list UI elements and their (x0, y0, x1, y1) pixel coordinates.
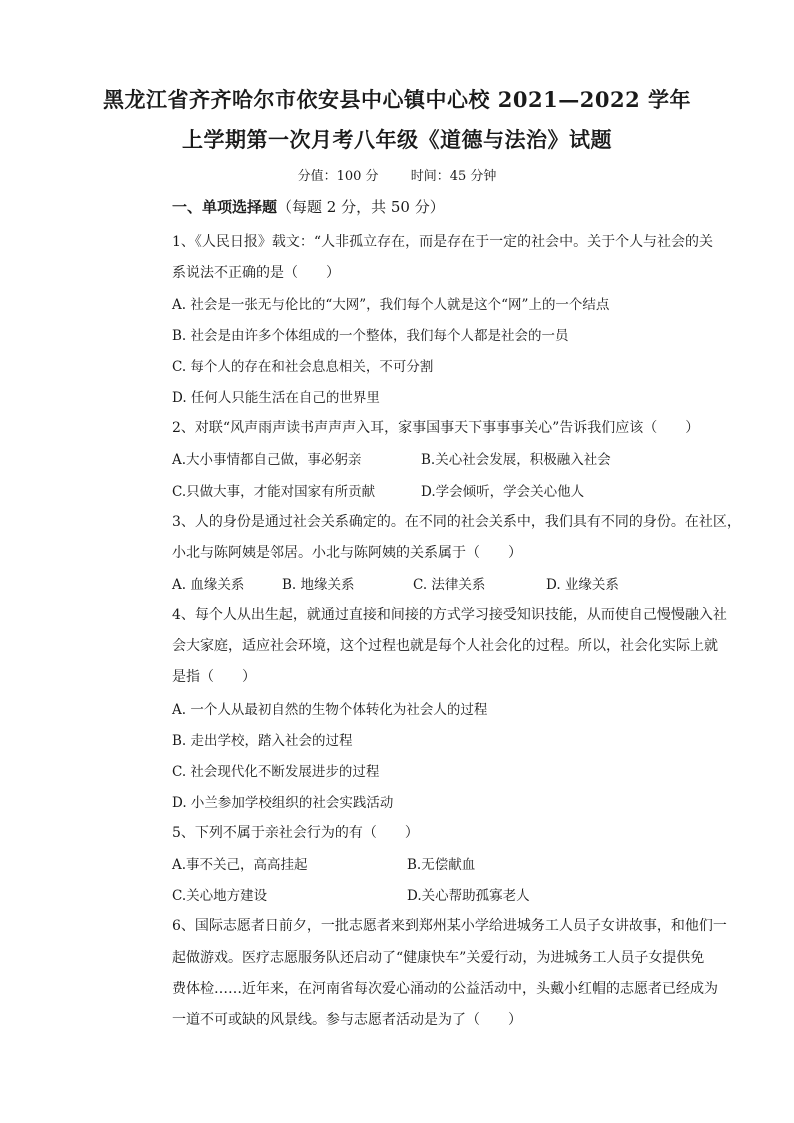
exam-title-line2: 上学期第一次月考八年级《道德与法治》试题 (182, 127, 612, 152)
section-note: （每题 2 分，共 50 分） (277, 198, 445, 216)
question-4-line2: 会大家庭，适应社会环境，这个过程也就是每个人社会化的过程。所以，社会化实际上就 (172, 638, 718, 654)
question-6-line4: 一道不可或缺的风景线。参与志愿者活动是为了（ ） (172, 1012, 522, 1028)
question-5-option-a: A.事不关己，高高挂起 (172, 857, 308, 873)
question-6-line1: 6、国际志愿者日前夕，一批志愿者来到郑州某小学给进城务工人员子女讲故事，和他们一 (172, 918, 727, 934)
question-2-option-a: A.大小事情都自己做，事必躬亲 (172, 452, 362, 468)
score-info: 分值：100 分 (297, 169, 379, 184)
question-1-option-c: C. 每个人的存在和社会息息相关，不可分割 (172, 359, 434, 375)
question-6-line3: 费体检……近年来，在河南省每次爱心涌动的公益活动中，头戴小红帽的志愿者已经成为 (172, 981, 718, 997)
question-1-line1: 1、《人民日报》载文：“人非孤立存在，而是存在于一定的社会中。关于个人与社会的关 (172, 234, 714, 250)
question-1-option-d: D. 任何人只能生活在自己的世界里 (172, 390, 380, 406)
question-5-option-b: B.无偿献血 (407, 857, 476, 873)
question-3-line1: 3、人的身份是通过社会关系确定的。在不同的社会关系中，我们具有不同的身份。在社区， (172, 514, 741, 530)
question-5-line1: 5、下列不属于亲社会行为的有（ ） (172, 825, 419, 841)
question-4-option-c: C. 社会现代化不断发展进步的过程 (172, 764, 380, 780)
section-heading (172, 196, 445, 217)
question-3-option-d: D. 业缘关系 (546, 577, 619, 593)
question-4-line1: 4、每个人从出生起，就通过直接和间接的方式学习接受知识技能，从而使自己慢慢融入社 (172, 607, 727, 623)
question-2-option-d: D.学会倾听，学会关心他人 (421, 484, 585, 500)
question-1-option-b: B. 社会是由许多个体组成的一个整体，我们每个人都是社会的一员 (172, 328, 569, 344)
question-3-option-a: A. 血缘关系 (172, 577, 245, 593)
question-1-option-a: A. 社会是一张无与伦比的“大网”，我们每个人就是这个“网”上的一个结点 (172, 297, 610, 313)
question-4-option-d: D. 小兰参加学校组织的社会实践活动 (172, 795, 394, 811)
question-4-line3: 是指（ ） (172, 669, 256, 685)
question-3-option-b: B. 地缘关系 (282, 577, 355, 593)
question-3-line2: 小北与陈阿姨是邻居。小北与陈阿姨的关系属于（ ） (172, 545, 522, 561)
time-info: 时间：45 分钟 (410, 169, 497, 184)
question-3-option-c: C. 法律关系 (413, 577, 486, 593)
question-4-option-b: B. 走出学校，踏入社会的过程 (172, 733, 353, 749)
question-5-option-c: C.关心地方建设 (172, 888, 268, 904)
question-1-line2: 系说法不正确的是（ ） (172, 265, 340, 281)
exam-meta (0, 165, 794, 184)
question-2-line1: 2、对联“风声雨声读书声声声入耳，家事国事天下事事事关心”告诉我们应该（ ） (172, 420, 700, 436)
exam-title-line1: 黑龙江省齐齐哈尔市依安县中心镇中心校 2021—2022 学年 (102, 87, 691, 112)
question-5-option-d: D.关心帮助孤寡老人 (407, 888, 530, 904)
section-title: 一、单项选择题 (172, 198, 278, 216)
question-2-option-c: C.只做大事，才能对国家有所贡献 (172, 484, 376, 500)
question-2-option-b: B.关心社会发展，积极融入社会 (421, 452, 611, 468)
question-6-line2: 起做游戏。医疗志愿服务队还启动了“健康快车”关爱行动，为进城务工人员子女提供免 (172, 950, 705, 966)
question-4-option-a: A. 一个人从最初自然的生物个体转化为社会人的过程 (172, 702, 488, 718)
